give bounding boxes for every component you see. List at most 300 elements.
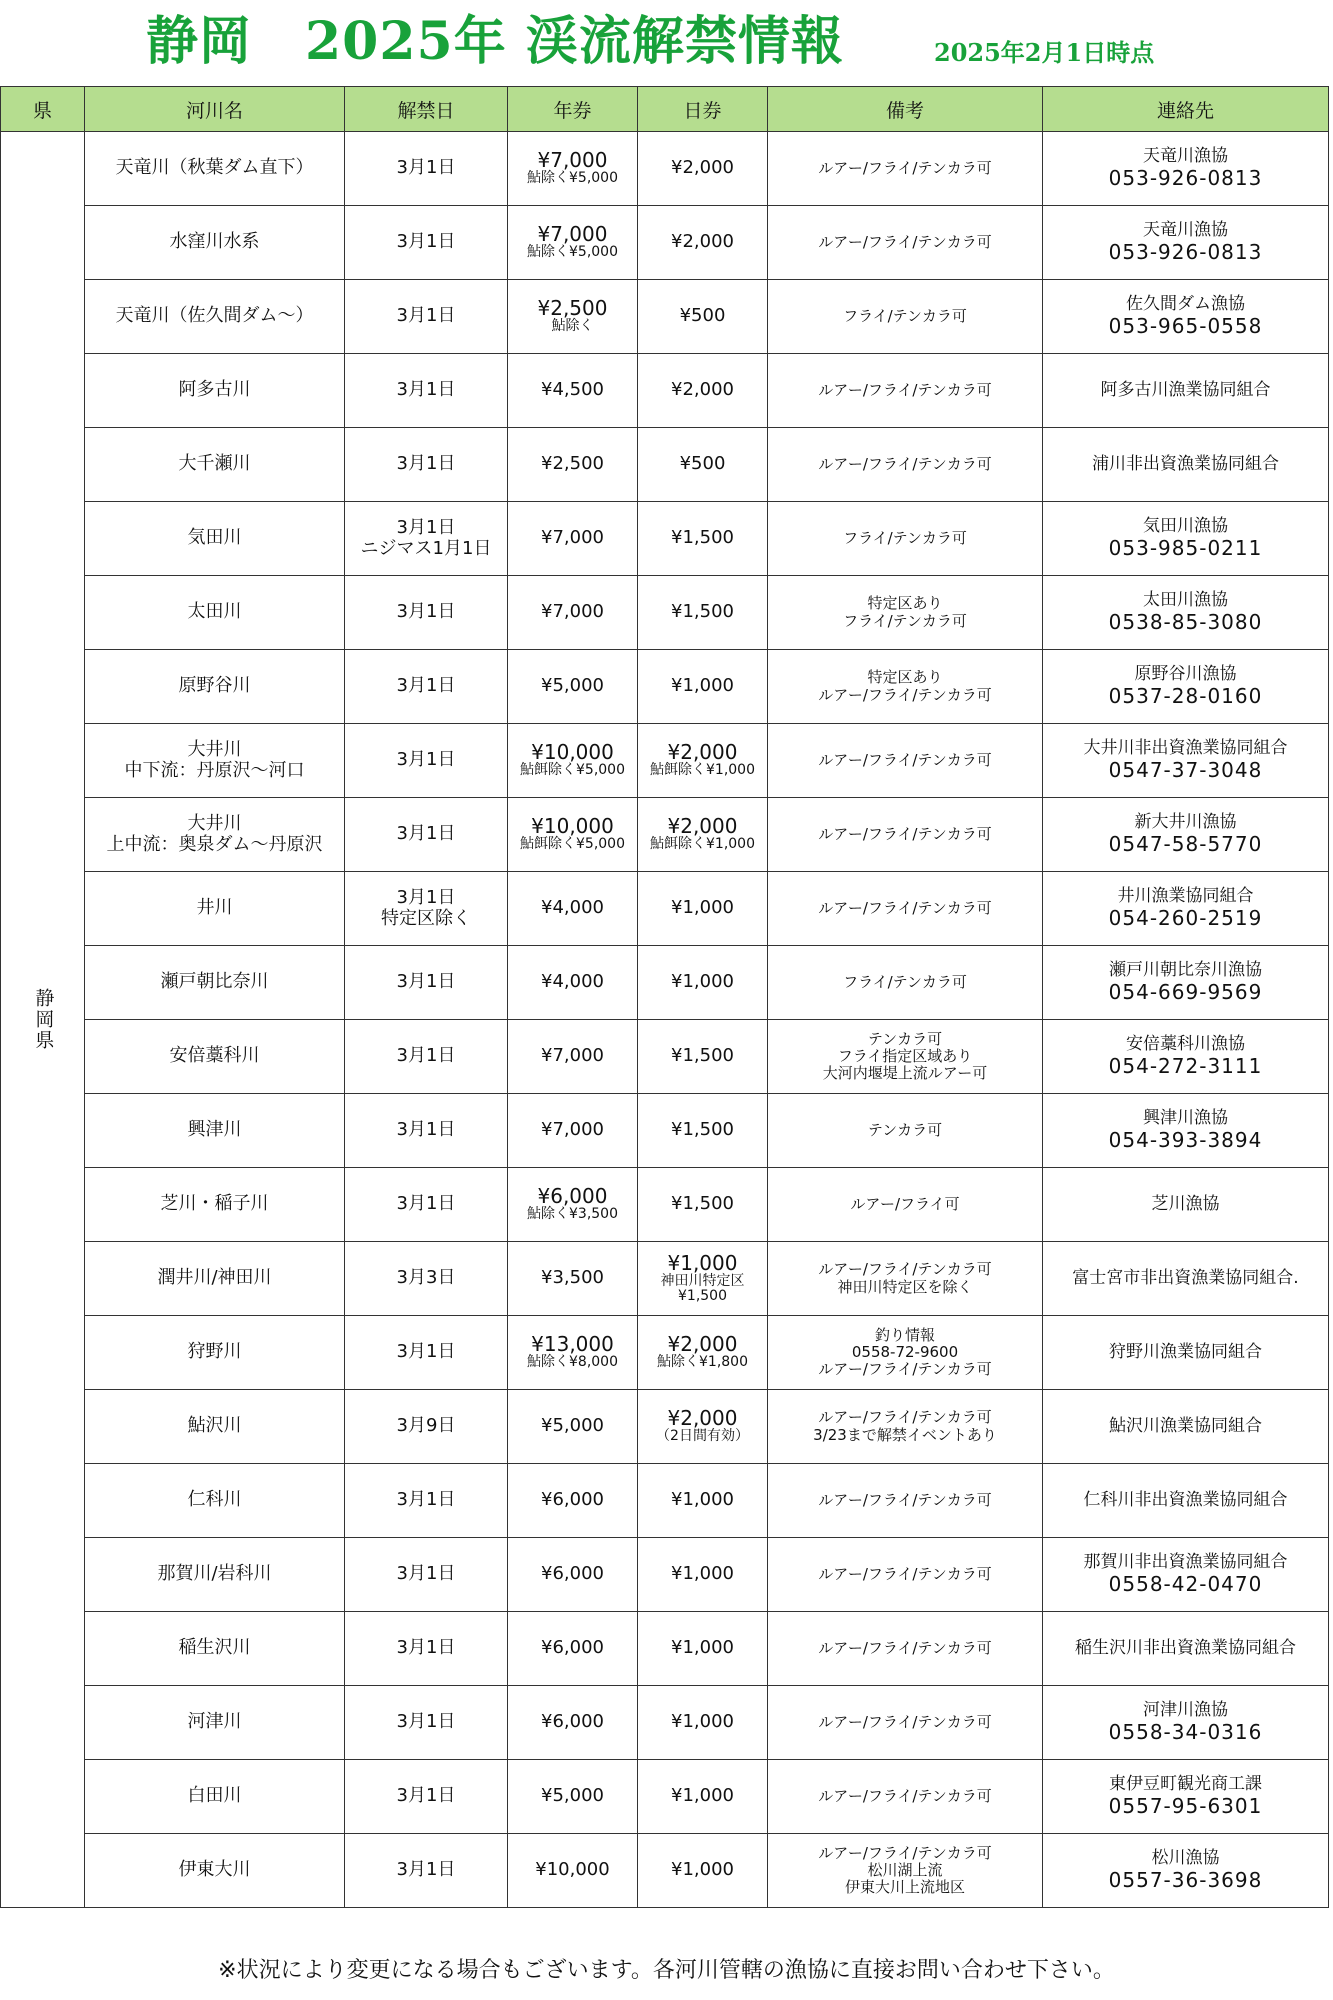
day-price: ¥1,000 (671, 897, 734, 919)
contact-cell (1043, 1760, 1329, 1834)
table-row (1, 1686, 1329, 1760)
river-name-cell (85, 1834, 345, 1908)
remark-line: 3/23まで解禁イベントあり (813, 1425, 997, 1444)
contact-tel: 0558-34-0316 (1108, 1719, 1263, 1744)
contact-cell (1043, 1390, 1329, 1464)
contact-org: 天竜川漁協 (1143, 146, 1228, 167)
remarks-cell (768, 1242, 1043, 1316)
contact-tel: 054-260-2519 (1108, 905, 1263, 930)
remark-line: ルアー/フライ/テンカラ可 (818, 898, 992, 917)
annual-ticket-cell (508, 1020, 638, 1094)
river-opening-table (0, 86, 1329, 1908)
contact-cell (1043, 1686, 1329, 1760)
open-date: 3月1日 (396, 1119, 456, 1141)
contact-org: 狩野川漁業協同組合 (1109, 1341, 1262, 1362)
table-row (1, 1834, 1329, 1908)
remarks-cell (768, 798, 1043, 872)
day-price: ¥1,000 (671, 1711, 734, 1733)
table-row (1, 132, 1329, 206)
contact-org: 井川漁業協同組合 (1117, 886, 1254, 907)
day-price: ¥1,000 (671, 1489, 734, 1511)
contact-org: 原野谷川漁協 (1134, 664, 1237, 685)
col-header-day-ticket: 日券 (638, 87, 768, 132)
contact-cell (1043, 872, 1329, 946)
annual-price: ¥5,000 (541, 1785, 604, 1807)
river-name-cell (85, 132, 345, 206)
open-date-cell (345, 1464, 508, 1538)
table-row (1, 206, 1329, 280)
open-date-cell (345, 1686, 508, 1760)
day-price: ¥2,000 (671, 231, 734, 253)
open-date-cell (345, 946, 508, 1020)
open-date-cell (345, 1020, 508, 1094)
remarks-cell (768, 872, 1043, 946)
river-name-cell (85, 1464, 345, 1538)
river-name-cell (85, 1760, 345, 1834)
river-name-cell (85, 1612, 345, 1686)
page-header (0, 0, 1333, 84)
remark-line: ルアー/フライ/テンカラ可 (818, 824, 992, 843)
remarks-cell (768, 280, 1043, 354)
day-ticket-cell (638, 1464, 768, 1538)
remarks-cell (768, 946, 1043, 1020)
annual-ticket-cell (508, 1686, 638, 1760)
open-date: 3月1日 (396, 601, 456, 623)
river-name-cell (85, 798, 345, 872)
remarks-cell (768, 650, 1043, 724)
annual-ticket-cell (508, 1464, 638, 1538)
col-header-contact: 連絡先 (1043, 87, 1329, 132)
remark-line: ルアー/フライ/テンカラ可 (818, 1408, 992, 1427)
contact-org: 仁科川非出資漁業協同組合 (1083, 1489, 1288, 1510)
open-date: 3月1日 (396, 1341, 456, 1363)
contact-cell (1043, 132, 1329, 206)
river-name: 潤井川/神田川 (157, 1267, 272, 1289)
river-name-cell (85, 946, 345, 1020)
day-price: ¥2,000 (667, 814, 738, 839)
contact-cell (1043, 724, 1329, 798)
open-date: 3月1日 (396, 379, 456, 401)
remark-line: 松川湖上流 (867, 1860, 943, 1879)
open-date-cell (345, 724, 508, 798)
table-row (1, 502, 1329, 576)
table-row (1, 1316, 1329, 1390)
contact-org: 東伊豆町観光商工課 (1109, 1774, 1262, 1795)
remarks-cell (768, 576, 1043, 650)
day-ticket-cell (638, 872, 768, 946)
day-ticket-cell (638, 206, 768, 280)
remarks-cell (768, 428, 1043, 502)
remark-line: ルアー/フライ/テンカラ可 (818, 1712, 992, 1731)
contact-cell (1043, 1538, 1329, 1612)
day-price: ¥1,000 (671, 1563, 734, 1585)
annual-ticket-cell (508, 1094, 638, 1168)
footer-note: ※状況により変更になる場合もございます。各河川管轄の漁協に直接お問い合わせ下さい。 (218, 1958, 1115, 1983)
col-header-prefecture: 県 (1, 87, 85, 132)
day-ticket-cell (638, 724, 768, 798)
day-ticket-cell (638, 1612, 768, 1686)
remark-line: ルアー/フライ/テンカラ可 (818, 454, 992, 473)
contact-tel: 0558-42-0470 (1108, 1571, 1263, 1596)
contact-tel: 053-965-0558 (1108, 313, 1263, 338)
river-name: 上中流：奥泉ダム～丹原沢 (106, 833, 323, 855)
remarks-cell (768, 1464, 1043, 1538)
remark-line: 神田川特定区を除く (837, 1277, 973, 1296)
river-name: 阿多古川 (178, 379, 251, 401)
day-price: ¥1,500 (671, 601, 734, 623)
table-row (1, 1464, 1329, 1538)
open-date: 3月1日 (396, 749, 456, 771)
annual-price: ¥2,500 (537, 296, 608, 321)
day-note: 鮎餌除く¥1,000 (650, 762, 755, 779)
remark-line: フライ/テンカラ可 (843, 972, 967, 991)
annual-price: ¥5,000 (541, 1415, 604, 1437)
contact-cell (1043, 1612, 1329, 1686)
annual-price: ¥6,000 (541, 1563, 604, 1585)
col-header-remarks: 備考 (768, 87, 1043, 132)
river-name: 安倍藁科川 (169, 1045, 260, 1067)
day-ticket-cell (638, 1760, 768, 1834)
contact-cell (1043, 280, 1329, 354)
contact-tel: 053-926-0813 (1108, 165, 1263, 190)
contact-cell (1043, 428, 1329, 502)
remarks-cell (768, 1538, 1043, 1612)
day-price: ¥1,000 (667, 1250, 738, 1275)
open-date-cell (345, 1168, 508, 1242)
river-name-cell (85, 1168, 345, 1242)
river-name: 河津川 (187, 1711, 242, 1733)
river-name-cell (85, 576, 345, 650)
annual-price: ¥2,500 (541, 453, 604, 475)
river-name: 白田川 (187, 1785, 242, 1807)
open-date: 3月1日 (396, 453, 456, 475)
open-date-cell (345, 650, 508, 724)
table-row (1, 1612, 1329, 1686)
day-ticket-cell (638, 798, 768, 872)
day-price: ¥1,000 (671, 1785, 734, 1807)
contact-cell (1043, 946, 1329, 1020)
annual-note: 鮎除く (551, 318, 594, 335)
open-date-cell (345, 1538, 508, 1612)
table-row (1, 1538, 1329, 1612)
contact-tel: 054-669-9569 (1108, 979, 1263, 1004)
contact-org: 佐久間ダム漁協 (1126, 294, 1245, 315)
remark-line: ルアー/フライ/テンカラ可 (818, 1638, 992, 1657)
day-price: ¥2,000 (667, 1332, 738, 1357)
table-row (1, 576, 1329, 650)
river-name-cell (85, 1094, 345, 1168)
table-row (1, 1094, 1329, 1168)
remark-line: ルアー/フライ/テンカラ可 (818, 750, 992, 769)
day-ticket-cell (638, 1094, 768, 1168)
contact-org: 阿多古川漁業協同組合 (1100, 379, 1271, 400)
day-note: 神田川特定区 ¥1,500 (660, 1272, 745, 1304)
table-row (1, 1020, 1329, 1094)
contact-org: 河津川漁協 (1143, 1700, 1228, 1721)
remark-line: 大河内堰堤上流ルアー可 (822, 1064, 988, 1083)
river-name-cell (85, 1390, 345, 1464)
remark-line: 特定区あり (867, 668, 943, 687)
river-name-cell (85, 206, 345, 280)
annual-note: 鮎餌除く¥5,000 (520, 762, 625, 779)
remark-line: ルアー/フライ可 (850, 1194, 960, 1213)
remark-line: ルアー/フライ/テンカラ可 (818, 1786, 992, 1805)
river-name-cell (85, 502, 345, 576)
remarks-cell (768, 1316, 1043, 1390)
river-name: 瀬戸朝比奈川 (160, 971, 269, 993)
day-ticket-cell (638, 1538, 768, 1612)
open-date: 特定区除く (381, 907, 471, 929)
open-date: ニジマス1月1日 (360, 537, 492, 559)
contact-org: 富士宮市非出資漁業協同組合. (1072, 1267, 1299, 1288)
river-name: 井川 (196, 897, 233, 919)
remarks-cell (768, 1020, 1043, 1094)
annual-note: 鮎除く¥5,000 (527, 170, 618, 187)
contact-org: 那賀川非出資漁業協同組合 (1083, 1552, 1288, 1573)
day-ticket-cell (638, 502, 768, 576)
table-row (1, 1242, 1329, 1316)
remarks-cell (768, 354, 1043, 428)
annual-ticket-cell (508, 1834, 638, 1908)
river-name-cell (85, 280, 345, 354)
open-date: 3月1日 (396, 157, 456, 179)
annual-price: ¥10,000 (531, 814, 614, 839)
day-ticket-cell (638, 650, 768, 724)
contact-org: 大井川非出資漁業協同組合 (1083, 738, 1288, 759)
contact-cell (1043, 1316, 1329, 1390)
contact-org: 鮎沢川漁業協同組合 (1109, 1415, 1262, 1436)
remarks-cell (768, 132, 1043, 206)
open-date-cell (345, 798, 508, 872)
open-date-cell (345, 1316, 508, 1390)
day-price: ¥2,000 (667, 740, 738, 765)
day-price: ¥1,000 (671, 971, 734, 993)
open-date-cell (345, 1390, 508, 1464)
river-name: 大井川 (187, 738, 242, 760)
contact-org: 芝川漁協 (1151, 1193, 1220, 1214)
contact-org: 松川漁協 (1151, 1848, 1220, 1869)
annual-price: ¥6,000 (541, 1489, 604, 1511)
day-price: ¥500 (679, 305, 726, 327)
contact-org: 安倍藁科川漁協 (1126, 1034, 1245, 1055)
day-ticket-cell (638, 946, 768, 1020)
annual-ticket-cell (508, 576, 638, 650)
remark-line: フライ/テンカラ可 (843, 611, 967, 630)
contact-org: 太田川漁協 (1143, 590, 1228, 611)
annual-ticket-cell (508, 132, 638, 206)
annual-price: ¥4,000 (541, 971, 604, 993)
open-date: 3月9日 (396, 1415, 456, 1437)
remarks-cell (768, 1094, 1043, 1168)
river-name: 天竜川（佐久間ダム～） (115, 305, 314, 327)
open-date: 3月1日 (396, 1785, 456, 1807)
remark-line: ルアー/フライ/テンカラ可 (818, 158, 992, 177)
table-row (1, 1168, 1329, 1242)
open-date-cell (345, 1834, 508, 1908)
contact-cell (1043, 1168, 1329, 1242)
contact-org: 浦川非出資漁業協同組合 (1092, 453, 1279, 474)
day-ticket-cell (638, 1686, 768, 1760)
open-date-cell (345, 206, 508, 280)
remark-line: テンカラ可 (867, 1029, 943, 1048)
table-row (1, 1390, 1329, 1464)
annual-ticket-cell (508, 206, 638, 280)
contact-org: 天竜川漁協 (1143, 220, 1228, 241)
contact-tel: 0547-37-3048 (1108, 757, 1263, 782)
day-price: ¥2,000 (671, 157, 734, 179)
table-row (1, 428, 1329, 502)
remark-line: 特定区あり (867, 594, 943, 613)
remarks-cell (768, 1834, 1043, 1908)
remarks-cell (768, 1760, 1043, 1834)
open-date: 3月1日 (396, 971, 456, 993)
river-name-cell (85, 1316, 345, 1390)
river-name: 芝川・稲子川 (160, 1193, 269, 1215)
annual-ticket-cell (508, 428, 638, 502)
open-date: 3月1日 (396, 886, 456, 908)
river-name: 狩野川 (187, 1341, 242, 1363)
contact-org: 興津川漁協 (1143, 1108, 1228, 1129)
remark-line: ルアー/フライ/テンカラ可 (818, 232, 992, 251)
annual-ticket-cell (508, 650, 638, 724)
annual-price: ¥10,000 (531, 740, 614, 765)
prefecture-cell: 静岡県 (1, 132, 85, 1908)
col-header-open-date: 解禁日 (345, 87, 508, 132)
day-note: （2日間有効） (656, 1428, 749, 1445)
remarks-cell (768, 206, 1043, 280)
day-price: ¥1,000 (671, 1859, 734, 1881)
remark-line: フライ/テンカラ可 (843, 306, 967, 325)
day-ticket-cell (638, 354, 768, 428)
table-row (1, 650, 1329, 724)
open-date: 3月1日 (396, 305, 456, 327)
annual-price: ¥4,500 (541, 379, 604, 401)
day-note: 鮎除く¥1,800 (657, 1354, 748, 1371)
contact-cell (1043, 1020, 1329, 1094)
annual-ticket-cell (508, 872, 638, 946)
day-price: ¥1,500 (671, 1119, 734, 1141)
contact-tel: 0537-28-0160 (1108, 683, 1263, 708)
annual-price: ¥10,000 (535, 1859, 610, 1881)
river-name: 中下流：丹原沢～河口 (124, 759, 305, 781)
page-title: 静岡 2025年 渓流解禁情報 (146, 11, 844, 72)
contact-cell (1043, 650, 1329, 724)
open-date: 3月3日 (396, 1267, 456, 1289)
open-date-cell (345, 428, 508, 502)
open-date-cell (345, 576, 508, 650)
day-price: ¥2,000 (671, 379, 734, 401)
annual-note: 鮎餌除く¥5,000 (520, 836, 625, 853)
open-date-cell (345, 1094, 508, 1168)
day-ticket-cell (638, 132, 768, 206)
contact-cell (1043, 206, 1329, 280)
annual-price: ¥7,000 (537, 222, 608, 247)
remark-line: ルアー/フライ/テンカラ可 (818, 1360, 992, 1379)
river-name: 気田川 (187, 527, 242, 549)
river-name-cell (85, 428, 345, 502)
annual-price: ¥7,000 (541, 1045, 604, 1067)
annual-price: ¥7,000 (541, 527, 604, 549)
river-name-cell (85, 872, 345, 946)
day-ticket-cell (638, 1168, 768, 1242)
annual-ticket-cell (508, 1760, 638, 1834)
remark-line: ルアー/フライ/テンカラ可 (818, 1490, 992, 1509)
contact-tel: 053-985-0211 (1108, 535, 1263, 560)
contact-cell (1043, 1094, 1329, 1168)
open-date: 3月1日 (396, 231, 456, 253)
day-ticket-cell (638, 280, 768, 354)
contact-cell (1043, 576, 1329, 650)
river-name-cell (85, 1020, 345, 1094)
annual-ticket-cell (508, 1168, 638, 1242)
table-row (1, 872, 1329, 946)
river-name-cell (85, 650, 345, 724)
remark-line: 釣り情報 (874, 1325, 935, 1344)
annual-ticket-cell (508, 798, 638, 872)
contact-org: 新大井川漁協 (1134, 812, 1237, 833)
remark-line: 0558-72-9600 (851, 1342, 959, 1361)
open-date-cell (345, 354, 508, 428)
annual-ticket-cell (508, 724, 638, 798)
open-date-cell (345, 1242, 508, 1316)
contact-cell (1043, 798, 1329, 872)
open-date: 3月1日 (396, 1489, 456, 1511)
annual-price: ¥3,500 (541, 1267, 604, 1289)
contact-tel: 0557-95-6301 (1108, 1793, 1263, 1818)
contact-cell (1043, 1242, 1329, 1316)
annual-price: ¥5,000 (541, 675, 604, 697)
remarks-cell (768, 1612, 1043, 1686)
open-date-cell (345, 1760, 508, 1834)
river-name: 興津川 (187, 1119, 242, 1141)
annual-ticket-cell (508, 1390, 638, 1464)
contact-cell (1043, 502, 1329, 576)
annual-price: ¥7,000 (537, 148, 608, 173)
river-name-cell (85, 354, 345, 428)
open-date: 3月1日 (396, 1193, 456, 1215)
contact-cell (1043, 354, 1329, 428)
annual-price: ¥6,000 (541, 1637, 604, 1659)
contact-org: 瀬戸川朝比奈川漁協 (1109, 960, 1262, 981)
day-price: ¥2,000 (667, 1406, 738, 1431)
annual-price: ¥7,000 (541, 1119, 604, 1141)
open-date-cell (345, 872, 508, 946)
remarks-cell (768, 1686, 1043, 1760)
table-row (1, 946, 1329, 1020)
contact-org: 稲生沢川非出資漁業協同組合 (1075, 1637, 1296, 1658)
annual-price: ¥6,000 (541, 1711, 604, 1733)
contact-tel: 0547-58-5770 (1108, 831, 1263, 856)
river-name: 伊東大川 (178, 1859, 251, 1881)
river-name: 大千瀬川 (178, 453, 251, 475)
contact-tel: 054-272-3111 (1108, 1053, 1263, 1078)
remark-line: ルアー/フライ/テンカラ可 (818, 380, 992, 399)
open-date: 3月1日 (396, 1711, 456, 1733)
annual-price: ¥6,000 (537, 1184, 608, 1209)
open-date: 3月1日 (396, 823, 456, 845)
annual-price: ¥7,000 (541, 601, 604, 623)
contact-cell (1043, 1834, 1329, 1908)
day-price: ¥1,500 (671, 1045, 734, 1067)
as-of-date: 2025年2月1日時点 (934, 38, 1155, 67)
annual-ticket-cell (508, 1612, 638, 1686)
annual-ticket-cell (508, 280, 638, 354)
remarks-cell (768, 1168, 1043, 1242)
annual-note: 鮎除く¥3,500 (527, 1206, 618, 1223)
remark-line: ルアー/フライ/テンカラ可 (818, 1260, 992, 1279)
remark-line: 伊東大川上流地区 (844, 1878, 965, 1897)
table-row (1, 1760, 1329, 1834)
